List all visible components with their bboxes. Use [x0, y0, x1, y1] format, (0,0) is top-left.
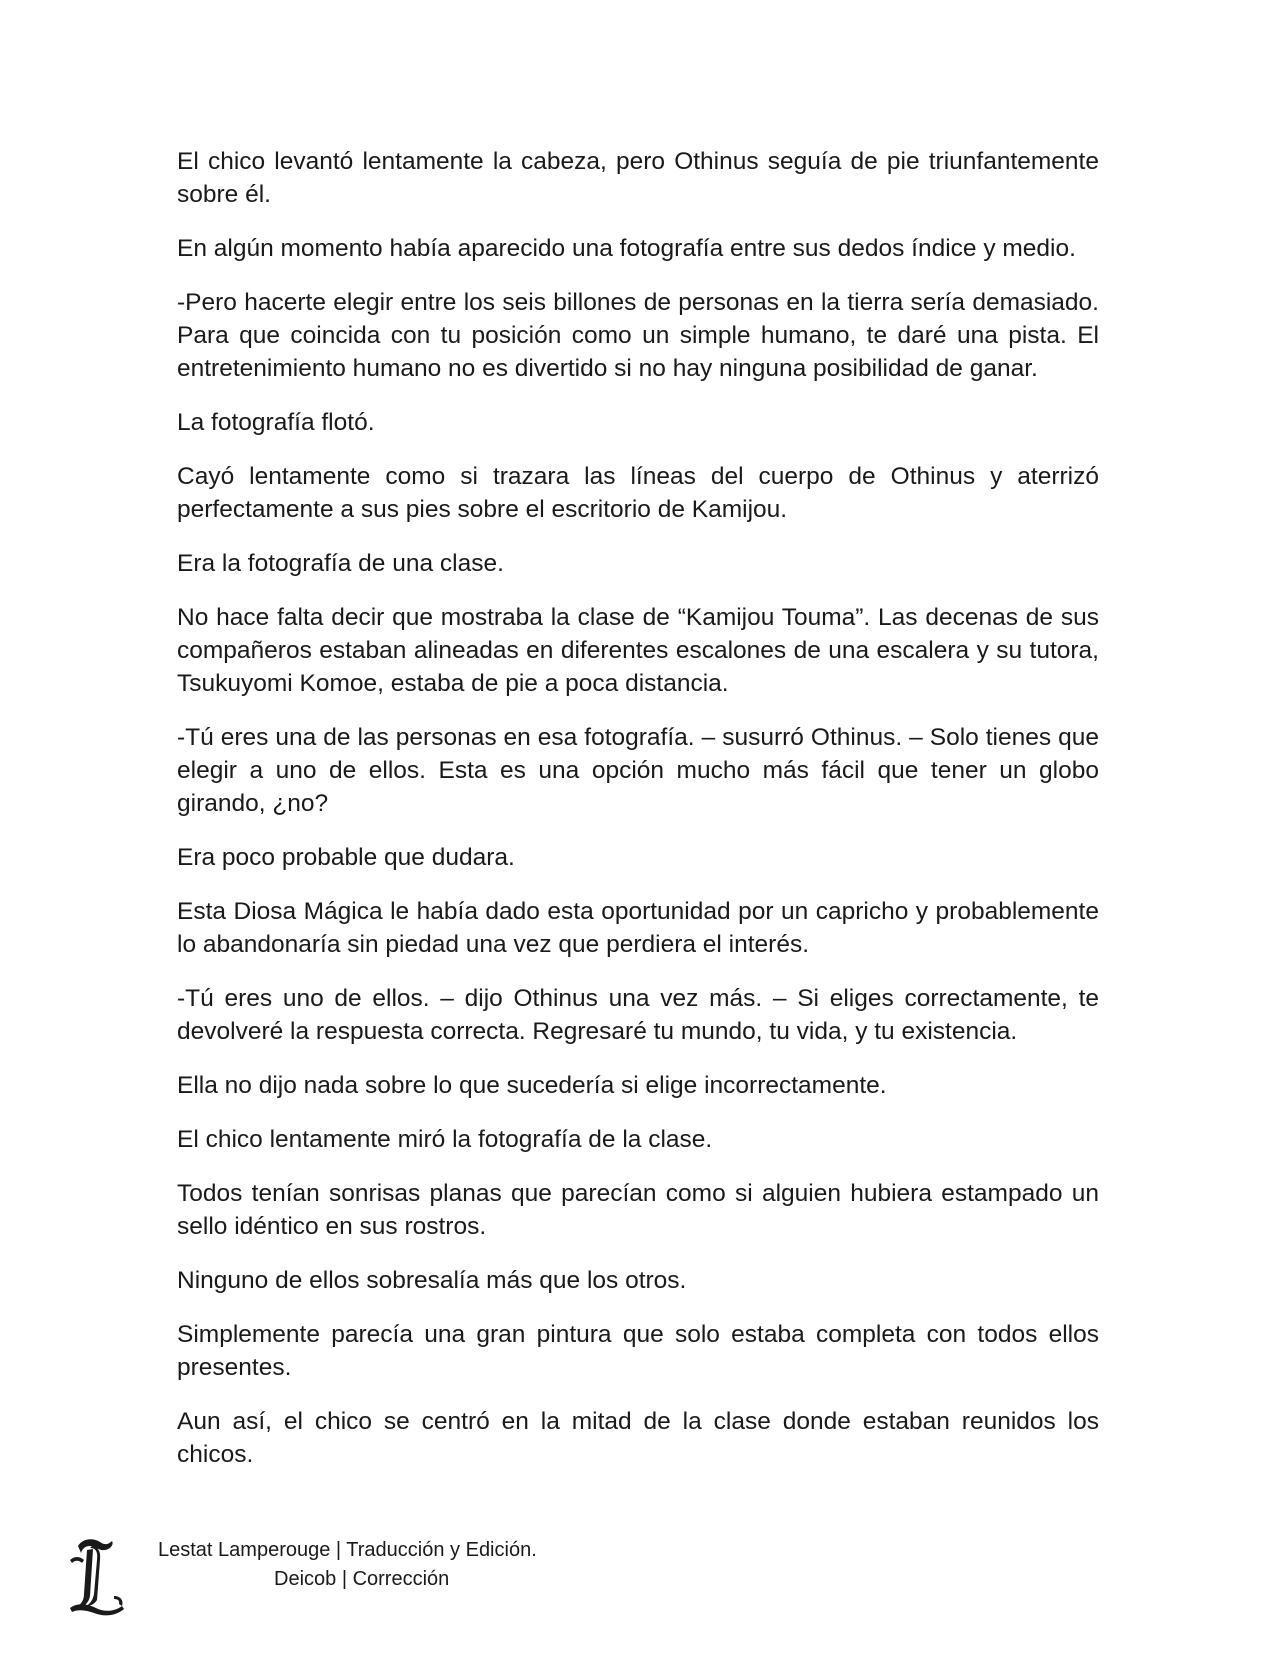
paragraph: Era la fotografía de una clase. [177, 550, 504, 577]
paragraph: -Tú eres una de las personas en esa fotografía. – susurró Othinus. – Solo tienes que elegir a uno de ellos. Esta es una opción mucho más fácil que tener un globo girando, ¿no? [177, 724, 1099, 817]
paragraph: Todos tenían sonrisas planas que parecían como si alguien hubiera estampado un sello idéntico en sus rostros. [177, 1180, 1099, 1240]
paragraph: Era poco probable que dudara. [177, 844, 515, 871]
paragraph: Ninguno de ellos sobresalía más que los otros. [177, 1267, 687, 1294]
body-text [177, 145, 1099, 1492]
paragraph: En algún momento había aparecido una fotografía entre sus dedos índice y medio. [177, 235, 1076, 262]
credit-translation: Lestat Lamperouge | Traducción y Edición. [158, 1539, 537, 1561]
credit-correction: Deicob | Corrección [274, 1568, 450, 1590]
paragraph: La fotografía flotó. [177, 409, 375, 436]
paragraph: Aun así, el chico se centró en la mitad de la clase donde estaban reunidos los chicos. [177, 1408, 1099, 1468]
paragraph: Esta Diosa Mágica le había dado esta oportunidad por un capricho y probablemente lo abandonaría sin piedad una vez que perdiera el interés. [177, 898, 1099, 958]
paragraph: El chico levantó lentamente la cabeza, pero Othinus seguía de pie triunfantemente sobre él. [177, 148, 1099, 208]
paragraph: -Pero hacerte elegir entre los seis billones de personas en la tierra sería demasiado. Para que coincida con tu posición como un simple humano, te daré una pista. El entretenimiento humano no es divertido si no hay ninguna posibilidad de ganar. [177, 289, 1099, 382]
footer-credits [158, 1536, 537, 1594]
paragraph: No hace falta decir que mostraba la clase de “Kamijou Touma”. Las decenas de sus compañeros estaban alineadas en diferentes escalones de una escalera y su tutora, Tsukuyomi Komoe, estaba de pie a poca distancia. [177, 604, 1099, 697]
l-logo-icon [64, 1536, 130, 1618]
paragraph: Simplemente parecía una gran pintura que solo estaba completa con todos ellos presentes. [177, 1321, 1099, 1381]
paragraph: -Tú eres uno de ellos. – dijo Othinus una vez más. – Si eliges correctamente, te devolveré la respuesta correcta. Regresaré tu mundo, tu vida, y tu existencia. [177, 985, 1099, 1045]
paragraph: Ella no dijo nada sobre lo que sucedería si elige incorrectamente. [177, 1072, 887, 1099]
paragraph: Cayó lentamente como si trazara las líneas del cuerpo de Othinus y aterrizó perfectamente a sus pies sobre el escritorio de Kamijou. [177, 463, 1099, 523]
paragraph: El chico lentamente miró la fotografía de la clase. [177, 1126, 713, 1153]
